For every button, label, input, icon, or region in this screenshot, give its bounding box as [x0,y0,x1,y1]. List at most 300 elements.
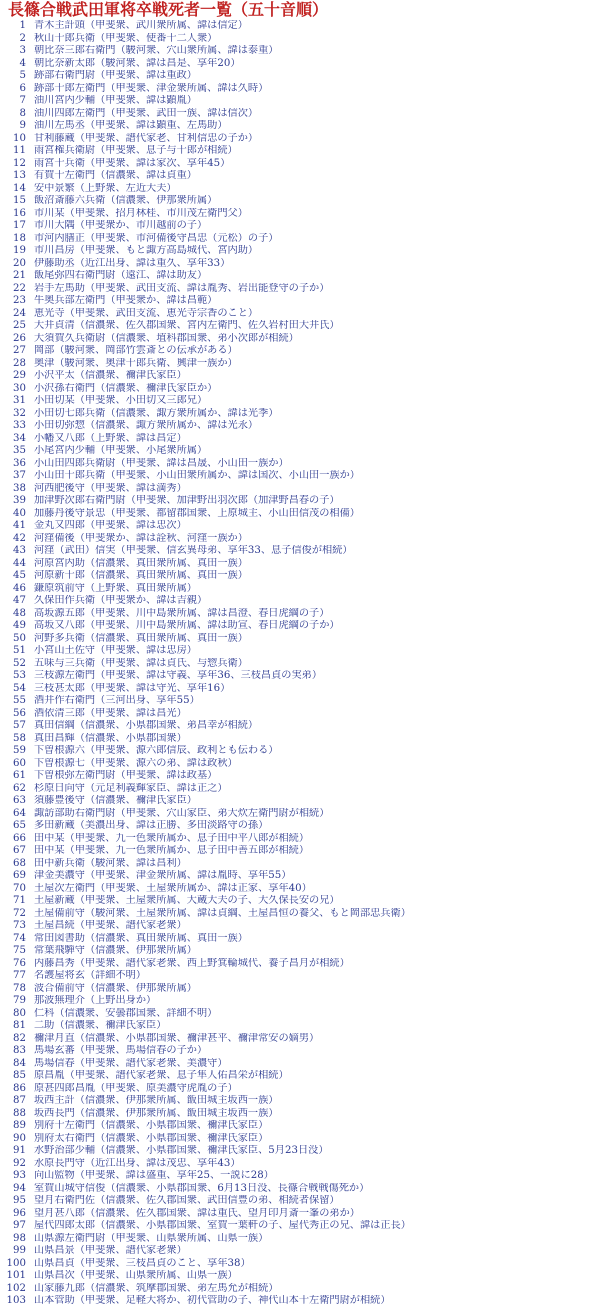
entry-name: 禰津月直 [34,1032,75,1044]
entry-number: 101 [6,1270,26,1281]
list-item [0,520,600,533]
list-item [0,1195,600,1208]
entry-number: 13 [13,170,26,181]
entry-name: 酒依清三郎 [34,707,85,719]
entry-name: 田中某 [34,845,65,856]
entry-note: （駿河衆、諱は昌是、享年20） [95,57,241,69]
entry-note: （信濃衆、伊那衆所属、飯田城主坂西一族） [74,1107,279,1119]
entry-number: 63 [13,795,26,806]
list-item [0,570,600,583]
entry-note: （甲斐衆、山県衆所属、山県一族） [105,1232,269,1244]
entry-note: （甲斐衆、土屋衆所属、大蔵大夫の子、大久保長安の兄） [74,895,340,906]
entry-name: 三枝甚太郎 [34,682,85,694]
list-item [0,483,600,496]
entry-number: 40 [13,507,26,519]
entry-name: 諏訪部助右衛門尉 [34,807,116,819]
entry-number: 42 [13,532,26,544]
entry-note: （信濃衆、小県郡国衆） [74,732,187,744]
entry-name: 雨宮権兵衛尉 [34,145,96,156]
entry-note: （甲斐衆、原美濃守虎胤の子） [95,1082,238,1094]
list-item [0,195,600,208]
entry-note: （甲斐衆、川中島衆所属、諱は昌澄、春日虎綱の子） [84,607,330,619]
entry-number: 89 [13,1120,26,1131]
entry-number: 99 [13,1245,26,1256]
entry-number: 9 [19,120,26,131]
entry-number: 73 [13,920,26,931]
entry-name: 青木主計頭 [34,20,85,31]
entry-name: 津金美濃守 [34,870,85,881]
entry-number: 16 [13,207,26,219]
entry-note: （詳細不明） [84,970,147,981]
entry-name: 田中新兵衛 [34,857,85,869]
entry-name: 水野治部少輔 [34,1145,96,1156]
entry-number: 36 [13,457,26,469]
entry-number: 97 [13,1220,26,1231]
entry-note: （甲斐衆、諱は盛重、享年25、一説に28） [74,1170,274,1181]
entry-name: 小田切七郎兵衛 [34,407,106,419]
entry-name: 酒井作右衛門 [34,695,96,706]
entry-note: （甲斐衆、諱は顕胤） [95,95,197,106]
entry-number: 23 [13,295,26,306]
entry-note: （甲斐衆、土屋衆所属か、諱は正家、享年40） [95,882,312,894]
entry-number: 15 [13,195,26,206]
entry-name: 甘利藤蔵 [34,132,75,144]
entry-name: 加津野次郎右衛門尉 [34,495,126,506]
list-item [0,58,600,71]
entry-name: 原昌胤 [34,1070,65,1081]
entry-number: 10 [13,132,26,144]
list-item [0,845,600,858]
list-item [0,745,600,758]
list-item [0,958,600,971]
entry-name: 下曽根源六 [34,745,85,756]
entry-name: 小幡又八郎 [34,432,85,444]
entry-number: 1 [19,20,26,31]
list-item [0,945,600,958]
entry-note: （甲斐衆、もと諏方高島城代、宮内助） [74,245,259,256]
entry-note: （信濃衆、筑摩郡国衆、弟左馬允が相続） [84,1282,279,1294]
entry-note: （甲斐衆か、諱は吉親） [95,595,208,606]
entry-name: 高坂源五郎 [34,607,85,619]
list-item [0,620,600,633]
entry-number: 54 [13,682,26,694]
list-item [0,1270,600,1283]
list-item [0,1070,600,1083]
list-item [0,33,600,46]
list-item [0,420,600,433]
list-item [0,1133,600,1146]
entry-number: 91 [13,1145,26,1156]
entry-number: 88 [13,1107,26,1119]
entry-note: （甲斐衆、諱は昌晟、小山田一族か） [115,457,289,469]
entry-note: （甲斐衆、諱は昌光） [84,707,187,719]
entry-number: 57 [13,720,26,731]
entry-name: 山県昌次 [34,1270,75,1281]
entry-name: 朝比奈新太郎 [34,57,96,69]
entry-number: 30 [13,382,26,394]
entry-name: 杉原日向守 [34,782,85,794]
entry-number: 29 [13,370,26,381]
entry-name: 有賀十左衛門 [34,170,96,181]
entry-name: 雨宮十兵衛 [34,157,85,169]
entry-note: （信濃衆、佐久郡国衆、宮内左衛門、佐久岩村田大井氏） [74,320,340,331]
entry-name: 山県昌景 [34,1245,75,1256]
entry-name: 河西肥後守 [34,482,85,494]
entry-name: 久保田作兵衛 [34,595,96,606]
entry-number: 68 [13,857,26,869]
entry-note: （甲斐衆、譜代家老衆、西上野箕輪城代、養子昌月が相続） [74,957,350,969]
entry-note: （信濃衆、小県郡国衆、弟昌幸が相続） [74,720,259,731]
entry-number: 102 [6,1282,26,1294]
entry-number: 74 [13,932,26,944]
list-item [0,545,600,558]
entry-name: 向山監物 [34,1170,75,1181]
entry-number: 37 [13,470,26,481]
entry-number: 93 [13,1170,26,1181]
list-item [0,1158,600,1171]
entry-note: （信濃衆、小県郡国衆、禰津氏家臣） [95,1120,269,1131]
entry-number: 3 [19,45,26,56]
list-item [0,70,600,83]
entry-note: （甲斐衆、譜代家老衆） [74,1245,187,1256]
entry-number: 45 [13,570,26,581]
list-item [0,683,600,696]
list-item [0,258,600,271]
list-item [0,583,600,596]
entry-name: 三枝源左衛門 [34,670,96,681]
entry-note: （甲斐衆、譜代家老衆、美濃守） [74,1057,228,1069]
entry-note: （信濃衆、伊那衆所属） [84,982,197,994]
list-item [0,1220,600,1233]
entry-name: 坂西長門 [34,1107,75,1119]
list-item [0,1108,600,1121]
list-item [0,1208,600,1221]
entry-number: 35 [13,445,26,456]
entry-name: 岩手左馬助 [34,282,85,294]
entry-name: 秋山十郎兵衛 [34,32,96,44]
entry-name: 望月甚八郎 [34,1207,85,1219]
entry-number: 80 [13,1007,26,1019]
entry-number: 55 [13,695,26,706]
entry-number: 17 [13,220,26,231]
entry-note: （甲斐衆、息子与十郎が相続） [95,145,238,156]
entry-name: 須藤豊後守 [34,795,85,806]
entry-note: （信濃衆、諱は貞重） [95,170,197,181]
entry-number: 8 [19,107,26,119]
entry-note: （信濃衆、禰津氏家臣か） [95,382,218,394]
entry-note: （信濃衆、佐久郡国衆、諱は重氏、望月印月斎一峯の弟か） [84,1207,360,1219]
list-item [0,108,600,121]
entry-name: 鎌原筑前守 [34,582,85,594]
entry-note: （甲斐衆か、諱は詮秋、河窪一族か） [74,532,248,544]
list-item [0,208,600,221]
entry-note: （信濃衆、小県郡国衆、6月13日没、長篠合戦戦傷死か） [105,1182,370,1194]
entry-number: 58 [13,732,26,744]
entry-name: 小田切弥惣 [34,420,85,431]
entry-number: 11 [13,145,26,156]
list-item [0,670,600,683]
entry-note: （元足利義輝家臣、諱は正之） [84,782,228,794]
entry-note: （遠江、諱は助友） [115,270,208,281]
entry-name: 飯沼斎藤六兵衛 [34,195,106,206]
list-item [0,320,600,333]
list-item [0,920,600,933]
entry-note: （甲斐衆、招月林桂、市川茂左衛門父） [64,207,248,219]
entry-name: 真田信綱 [34,720,75,731]
entry-number: 18 [13,232,26,244]
entry-note: （信濃衆、小県郡国衆、禰津氏家臣、5月23日没） [95,1145,329,1156]
entry-note: （甲斐衆、源六郎信辰、政利とも伝わる） [84,745,279,756]
list-item [0,708,600,721]
entry-note: （甲斐衆、諱は守義、享年36、三枝昌貞の実弟） [95,670,323,681]
entry-number: 87 [13,1095,26,1106]
list-item [0,183,600,196]
entry-number: 75 [13,945,26,956]
list-item [0,408,600,421]
list-item [0,1183,600,1196]
list-item [0,1033,600,1046]
entry-name: 油川左馬丞 [34,120,85,131]
entry-note: （美濃出身、諱は正勝、多田淡路守の孫） [74,820,269,831]
entry-number: 85 [13,1070,26,1081]
list-item [0,458,600,471]
entry-number: 19 [13,245,26,256]
entry-note: （甲斐衆、譜代家老衆） [74,920,187,931]
entry-note: （信濃衆、諏方衆所属か、諱は光永） [84,420,259,431]
list-item [0,170,600,183]
list-item [0,158,600,171]
entry-number: 77 [13,970,26,981]
entry-number: 21 [13,270,26,281]
entry-note: （甲斐衆、諱は家次、享年45） [84,157,231,169]
entry-number: 71 [13,895,26,906]
list-item [0,895,600,908]
entry-note: （甲斐衆、諱は顕重、左馬助） [84,120,228,131]
entry-note: （信濃衆、真田衆所属、真田一族） [84,632,248,644]
list-item [0,495,600,508]
list-item [0,1245,600,1258]
entry-number: 94 [13,1182,26,1194]
list-item [0,383,600,396]
entry-note: （駿河衆、岡部竹雲斎との伝承がある） [54,345,238,356]
entry-note: （近江出身、諱は重久、享年33） [74,257,231,269]
entry-number: 100 [6,1257,26,1269]
list-item [0,908,600,921]
entry-number: 96 [13,1207,26,1219]
entry-number: 44 [13,557,26,569]
entry-name: 小山田十郎兵衛 [34,470,106,481]
entry-number: 14 [13,182,26,194]
list-item [0,720,600,733]
list-item [0,1170,600,1183]
entry-number: 32 [13,407,26,419]
entry-note: （甲斐衆か、市川越前の子） [74,220,208,231]
entry-note: （信濃衆、禰津氏家臣） [74,370,187,381]
entry-note: （甲斐衆、三枝昌貞のこと、享年38） [74,1257,251,1269]
entry-number: 65 [13,820,26,831]
list-item [0,333,600,346]
entry-number: 43 [13,545,26,556]
entry-name: 原甚四郎昌胤 [34,1082,96,1094]
list-item [0,220,600,233]
entry-name: 市川昌房 [34,245,75,256]
entry-number: 51 [13,645,26,656]
entry-number: 56 [13,707,26,719]
entry-name: 室賀山城守信俊 [34,1182,106,1194]
entry-name: 屋代四郎太郎 [34,1220,96,1231]
list-item [0,1145,600,1158]
list-item [0,1095,600,1108]
entry-number: 69 [13,870,26,881]
entry-note: （甲斐衆、加津野出羽次郎（加津野昌春の子） [125,495,340,506]
entry-number: 28 [13,357,26,369]
entry-note: （甲斐衆、信玄異母弟、享年33、息子信俊が相続） [115,545,353,556]
list-item [0,608,600,621]
list-item [0,1233,600,1246]
entry-name: 大井貞清 [34,320,75,331]
entry-note: （甲斐衆、源六の弟、諱は政秋） [84,757,238,769]
entry-name: 多田新蔵 [34,820,75,831]
list-item [0,445,600,458]
list-item [0,283,600,296]
list-item [0,770,600,783]
entry-name: 土屋昌続 [34,920,75,931]
entry-number: 61 [13,770,26,781]
entry-number: 31 [13,395,26,406]
entry-name: 市川某 [34,207,65,219]
entry-name: 伊藤助丞 [34,257,75,269]
list-item [0,245,600,258]
list-item [0,833,600,846]
entry-note: （甲斐衆、都留郡国衆、上原城主、小山田信茂の相備） [105,507,360,519]
entry-name: 別府十左衛門 [34,1120,96,1131]
entry-name: 土屋次左衛門 [34,882,96,894]
entry-name: 常田図書助 [34,932,85,944]
entry-name: 飯尾弥四右衛門尉 [34,270,116,281]
list-item [0,858,600,871]
list-item [0,595,600,608]
entry-note: （甲斐衆、馬場信春の子か） [74,1045,208,1056]
entry-name: 加藤丹後守景忠 [34,507,106,519]
list-item [0,633,600,646]
entry-note: （甲斐衆、譜代家老衆、息子隼人佑昌栄が相続） [64,1070,289,1081]
entry-name: 大須賀久兵衛尉 [34,332,106,344]
entry-name: 名護屋将玄 [34,970,85,981]
list-item [0,870,600,883]
list-item [0,470,600,483]
entry-note: （甲斐衆、九一色衆所属か、息子田中平八郎が相続） [64,832,310,844]
entry-number: 39 [13,495,26,506]
entry-name: 河野多兵衛 [34,632,85,644]
entry-number: 20 [13,257,26,269]
entry-note: （信濃衆、真田衆所属、真田一族） [84,557,248,569]
entry-number: 46 [13,582,26,594]
entry-note: （甲斐衆、譜代家老、甘利信忠の子か） [74,132,259,144]
entry-name: 油川四郎左衛門 [34,107,106,119]
entry-note: （信濃衆、禰津氏家臣） [54,1020,167,1031]
entry-note: （信濃衆、伊那衆所属、飯田城主坂西一族） [74,1095,279,1106]
entry-note: （甲斐衆、使番十二人衆） [95,32,218,44]
entry-number: 53 [13,670,26,681]
entry-note: （甲斐衆、市河備後守昌忠（元松）の子） [84,232,279,244]
entry-name: 跡部十郎左衛門 [34,82,106,94]
entry-name: 恵光寺 [34,307,65,319]
list-item [0,358,600,371]
entry-name: 田中某 [34,832,65,844]
entry-note: （甲斐衆、山県衆所属、山県一族） [74,1270,238,1281]
entry-number: 22 [13,282,26,294]
list-item [0,145,600,158]
entry-note: （上野出身か） [84,995,157,1006]
entry-number: 38 [13,482,26,494]
entry-note: （信濃衆、安曇郡国衆、詳細不明） [54,1007,218,1019]
entry-name: 市川大隅 [34,220,75,231]
entry-note: （信濃衆、伊那衆所属） [84,945,197,956]
entry-note: （信濃衆、小県郡国衆、室賀一葉軒の子、屋代秀正の兄、諱は正長） [95,1220,411,1231]
entry-name: 高坂又八郎 [34,620,85,631]
entry-note: （信濃衆、伊那衆所属） [105,195,218,206]
list-item [0,270,600,283]
list-item [0,308,600,321]
entry-number: 67 [13,845,26,856]
list-item [0,1083,600,1096]
entry-name: 山県昌貞 [34,1257,75,1269]
list-item [0,433,600,446]
entry-number: 60 [13,757,26,769]
list-item [0,370,600,383]
list-item [0,95,600,108]
entry-note: （甲斐衆、津金衆所属、諱は胤時、享年55） [84,870,292,881]
entry-number: 84 [13,1057,26,1069]
list-item [0,83,600,96]
entry-name: 土屋備前守 [34,907,85,919]
entry-note: （信濃衆、小県郡国衆、禰津甚平、禰津常安の嫡男） [74,1032,320,1044]
entry-note: （甲斐衆、諱は忠次） [84,520,187,531]
entry-name: 市河内膳正 [34,232,85,244]
entry-note: （甲斐衆、穴山家臣、弟大炊左衛門尉が相続） [115,807,330,819]
entry-number: 6 [19,82,26,94]
entry-name: 小沢平太 [34,370,75,381]
entry-number: 79 [13,995,26,1006]
entry-note: （甲斐衆、九一色衆所属か、息子田中善五郎が相続） [64,845,310,856]
list-item [0,695,600,708]
entry-name: 仁科 [34,1007,55,1019]
entry-number: 83 [13,1045,26,1056]
list-item [0,1020,600,1033]
entry-name: 河窪備後 [34,532,75,544]
entry-note: （信濃衆、真田衆所属、真田一族） [84,570,248,581]
entry-name: 河窪（武田）信実 [34,545,116,556]
list-item [0,883,600,896]
entry-name: 油川宮内少輔 [34,95,96,106]
page-title: 長篠合戦武田軍将卒戦死者一覧（五十音順） [8,0,329,19]
entry-name: 山本管助 [34,1295,75,1306]
entry-note: （信濃衆、埴科郡国衆、弟小次郎が相続） [105,332,299,344]
entry-number: 34 [13,432,26,444]
list-item [0,795,600,808]
list-item [0,658,600,671]
entry-name: 朝比奈三郎右衛門 [34,45,116,56]
entry-note: （甲斐衆、諱は重政） [95,70,197,81]
list-item [0,233,600,246]
entry-note: （甲斐衆、津金衆所属、諱は久時） [105,82,269,94]
entry-number: 98 [13,1232,26,1244]
entry-number: 27 [13,345,26,356]
entry-number: 49 [13,620,26,631]
entry-name: 内藤昌秀 [34,957,75,969]
entry-name: 馬場玄蕃 [34,1045,75,1056]
entry-name: 小尾宮内少輔 [34,445,96,456]
